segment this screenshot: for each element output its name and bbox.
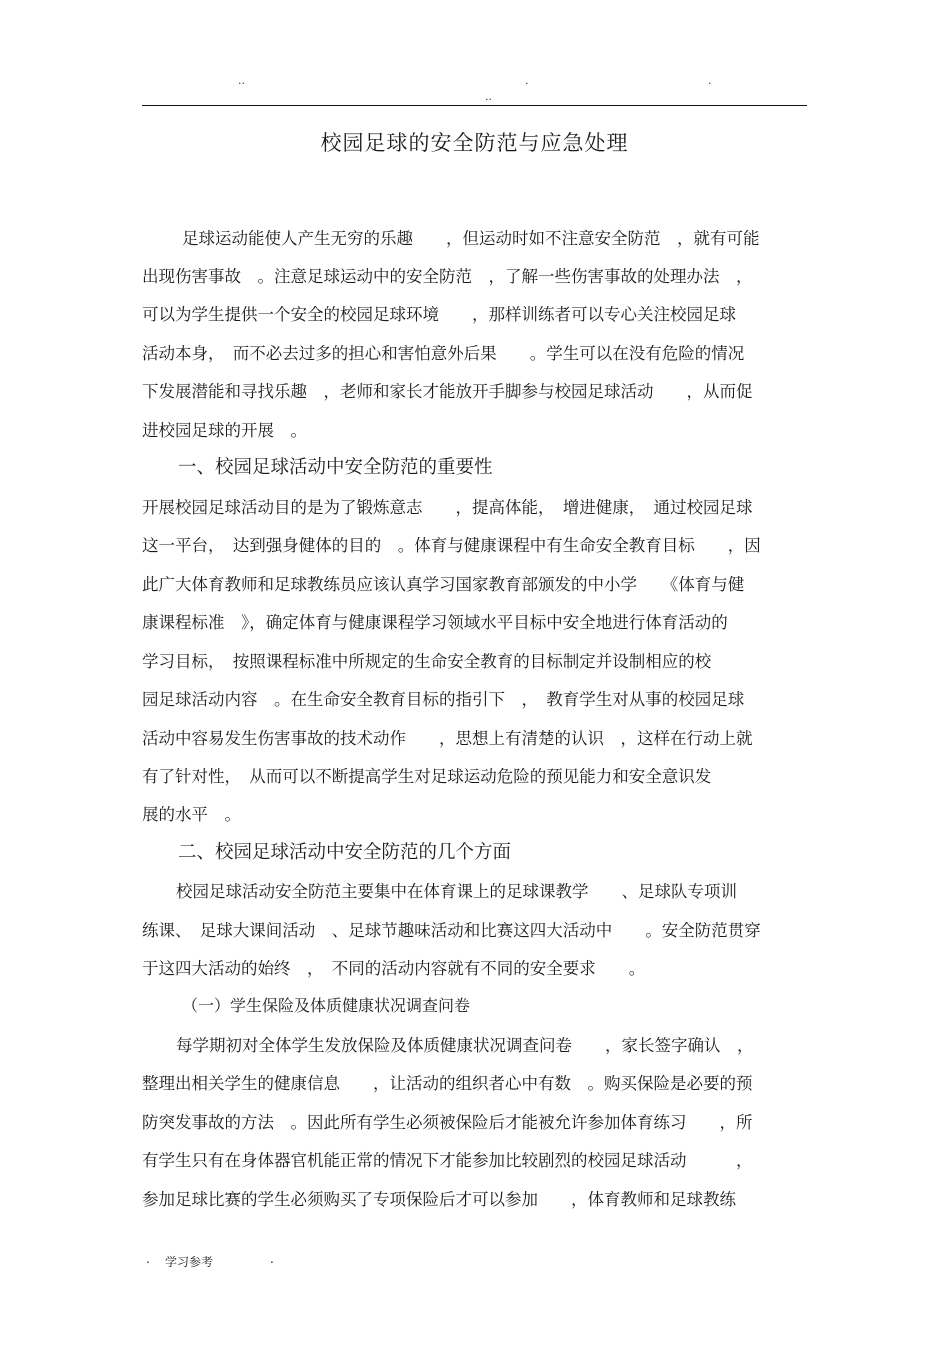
body-line: 整理出相关学生的健康信息 ，让活动的组织者心中有数 。购买保险是必要的预 <box>142 1074 753 1093</box>
section-heading: 一、校园足球活动中安全防范的重要性 <box>178 457 493 478</box>
body-line: 防突发事故的方法 。因此所有学生必须被保险后才能被允许参加体育练习 ，所 <box>142 1113 753 1132</box>
body-line: 可以为学生提供一个安全的校园足球环境 ，那样训练者可以专心关注校园足球 <box>142 305 736 324</box>
body-line: 活动中容易发生伤害事故的技术动作 ，思想上有清楚的认识 ，这样在行动上就 <box>142 729 753 748</box>
header-mark: . <box>525 74 529 87</box>
body-line: 园足球活动内容 。在生命安全教育目标的指引下 ， 教育学生对从事的校园足球 <box>142 690 745 709</box>
body-line: 有学生只有在身体器官机能正常的情况下才能参加比较剧烈的校园足球活动 ， <box>142 1151 753 1170</box>
section-heading: 二、校园足球活动中安全防范的几个方面 <box>178 842 512 863</box>
body-line: 有了针对性， 从而可以不断提高学生对足球运动危险的预见能力和安全意识发 <box>142 767 712 786</box>
body-line: 进校园足球的开展 。 <box>142 421 307 440</box>
body-line: 此广大体育教师和足球教练员应该认真学习国家教育部颁发的中小学 《体育与健 <box>142 575 745 594</box>
body-line: 下发展潜能和寻找乐趣 ，老师和家长才能放开手脚参与校园足球活动 ，从而促 <box>142 382 753 401</box>
body-line: 康课程标准 》，确定体育与健康课程学习领域水平目标中安全地进行体育活动的 <box>142 613 728 632</box>
body-line: 校园足球活动安全防范主要集中在体育课上的足球课教学 、足球队专项训 <box>176 882 737 901</box>
footer-label: 学习参考 <box>165 1255 214 1269</box>
body-line: 这一平台， 达到强身健体的目的 。体育与健康课程中有生命安全教育目标 ，因 <box>142 536 761 555</box>
body-line: 每学期初对全体学生发放保险及体质健康状况调查问卷 ，家长签字确认 ， <box>176 1036 754 1055</box>
body-line: 于这四大活动的始终 ， 不同的活动内容就有不同的安全要求 。 <box>142 959 646 978</box>
subsection-heading: （一）学生保险及体质健康状况调查问卷 <box>182 996 471 1015</box>
header-mark: .. <box>238 74 245 87</box>
footer-mark: . <box>270 1252 274 1266</box>
footer-mark: . <box>146 1252 150 1266</box>
body-line: 出现伤害事故 。注意足球运动中的安全防范 ，了解一些伤害事故的处理办法 ， <box>142 267 753 286</box>
body-line: 足球运动能使人产生无穷的乐趣 ，但运动时如不注意安全防范 ，就有可能 <box>182 229 760 248</box>
body-line: 展的水平 。 <box>142 805 241 824</box>
document-title: 校园足球的安全防范与应急处理 <box>320 131 629 155</box>
body-line: 开展校园足球活动目的是为了锻炼意志 ，提高体能， 增进健康， 通过校园足球 <box>142 498 753 517</box>
body-line: 参加足球比赛的学生必须购买了专项保险后才可以参加 ，体育教师和足球教练 <box>142 1190 736 1209</box>
body-line: 活动本身， 而不必去过多的担心和害怕意外后果 。学生可以在没有危险的情况 <box>142 344 745 363</box>
header-rule <box>142 105 807 106</box>
header-mark: .. <box>485 90 492 103</box>
body-line: 学习目标， 按照课程标准中所规定的生命安全教育的目标制定并设制相应的校 <box>142 652 712 671</box>
header-mark: . <box>708 74 712 87</box>
body-line: 练课、 足球大课间活动 、足球节趣味活动和比赛这四大活动中 。安全防范贯穿 <box>142 921 761 940</box>
